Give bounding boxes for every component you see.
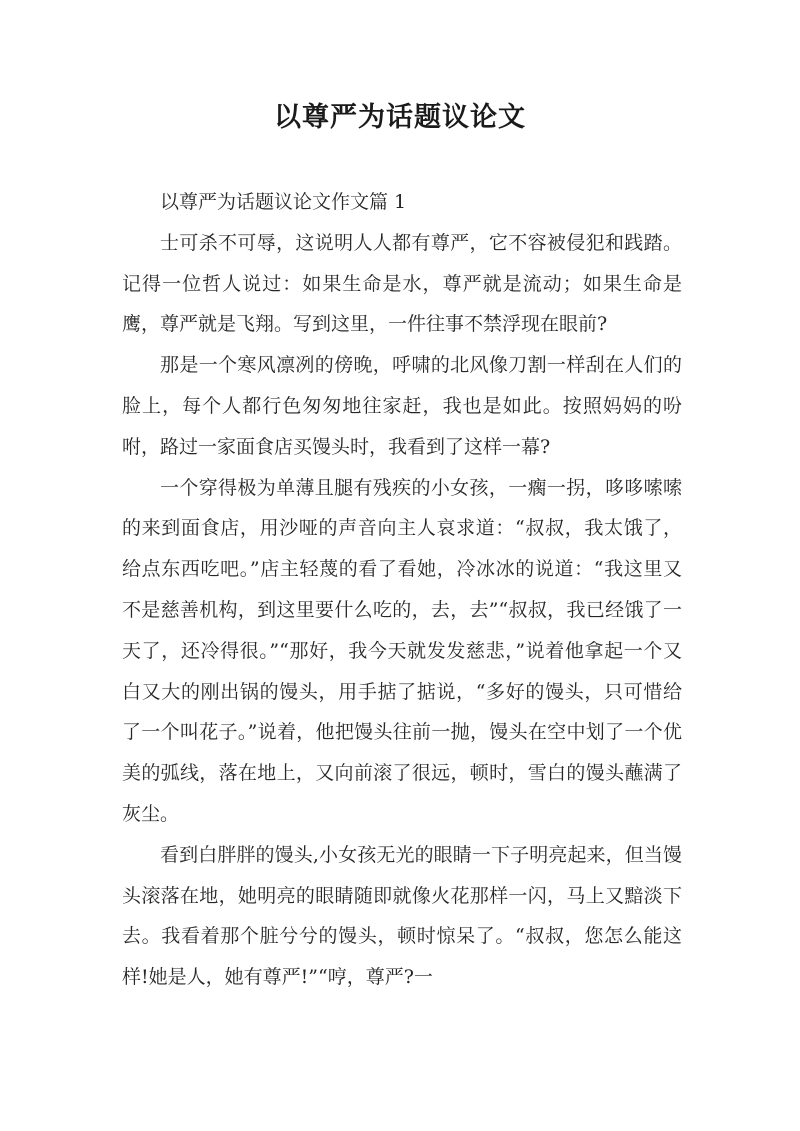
document-title: 以尊严为话题议论文 <box>274 102 526 133</box>
essay-heading: 以尊严为话题议论文作文篇 1 <box>160 191 407 213</box>
paragraph: 士可杀不可辱，这说明人人都有尊严，它不容被侵犯和践踏。记得一位哲人说过：如果生命是水，尊严就是流动；如果生命是鹰，尊严就是飞翔。写到这里，一件往事不禁浮现在眼前? <box>122 231 682 336</box>
paragraph: 那是一个寒风凛冽的傍晚，呼啸的北风像刀割一样刮在人们的脸上，每个人都行色匆匆地往家赶，我也是如此。按照妈妈的吩咐，路过一家面食店买馒头时，我看到了这样一幕? <box>122 354 682 458</box>
document-body <box>122 182 682 998</box>
paragraph: 一个穿得极为单薄且腿有残疾的小女孩，一瘸一拐，哆哆嗦嗦的来到面食店，用沙哑的声音向主人哀求道：“叔叔，我太饿了，给点东西吃吧。”店主轻蔑的看了看她，冷冰冰的说道：“我这里又不是慈善机构，到这里要什么吃的，去，去”“叔叔，我已经饿了一天了，还冷得很。”“那好，我今天就发发慈悲，”说着他拿起一个又白又大的刚出锅的馒头，用手掂了掂说，“多好的馒头，只可惜给了一个叫花子。”说着，他把馒头往前一抛，馒头在空中划了一个优美的弧线，落在地上，又向前滚了很远，顿时，雪白的馒头蘸满了灰尘。 <box>122 476 682 825</box>
paragraph: 看到白胖胖的馒头,小女孩无光的眼睛一下子明亮起来，但当馒头滚落在地，她明亮的眼睛随即就像火花那样一闪，马上又黯淡下去。我看着那个脏兮兮的馒头，顿时惊呆了。“叔叔，您怎么能这样!她是人，她有尊严!”“哼，尊严?一 <box>122 843 682 989</box>
